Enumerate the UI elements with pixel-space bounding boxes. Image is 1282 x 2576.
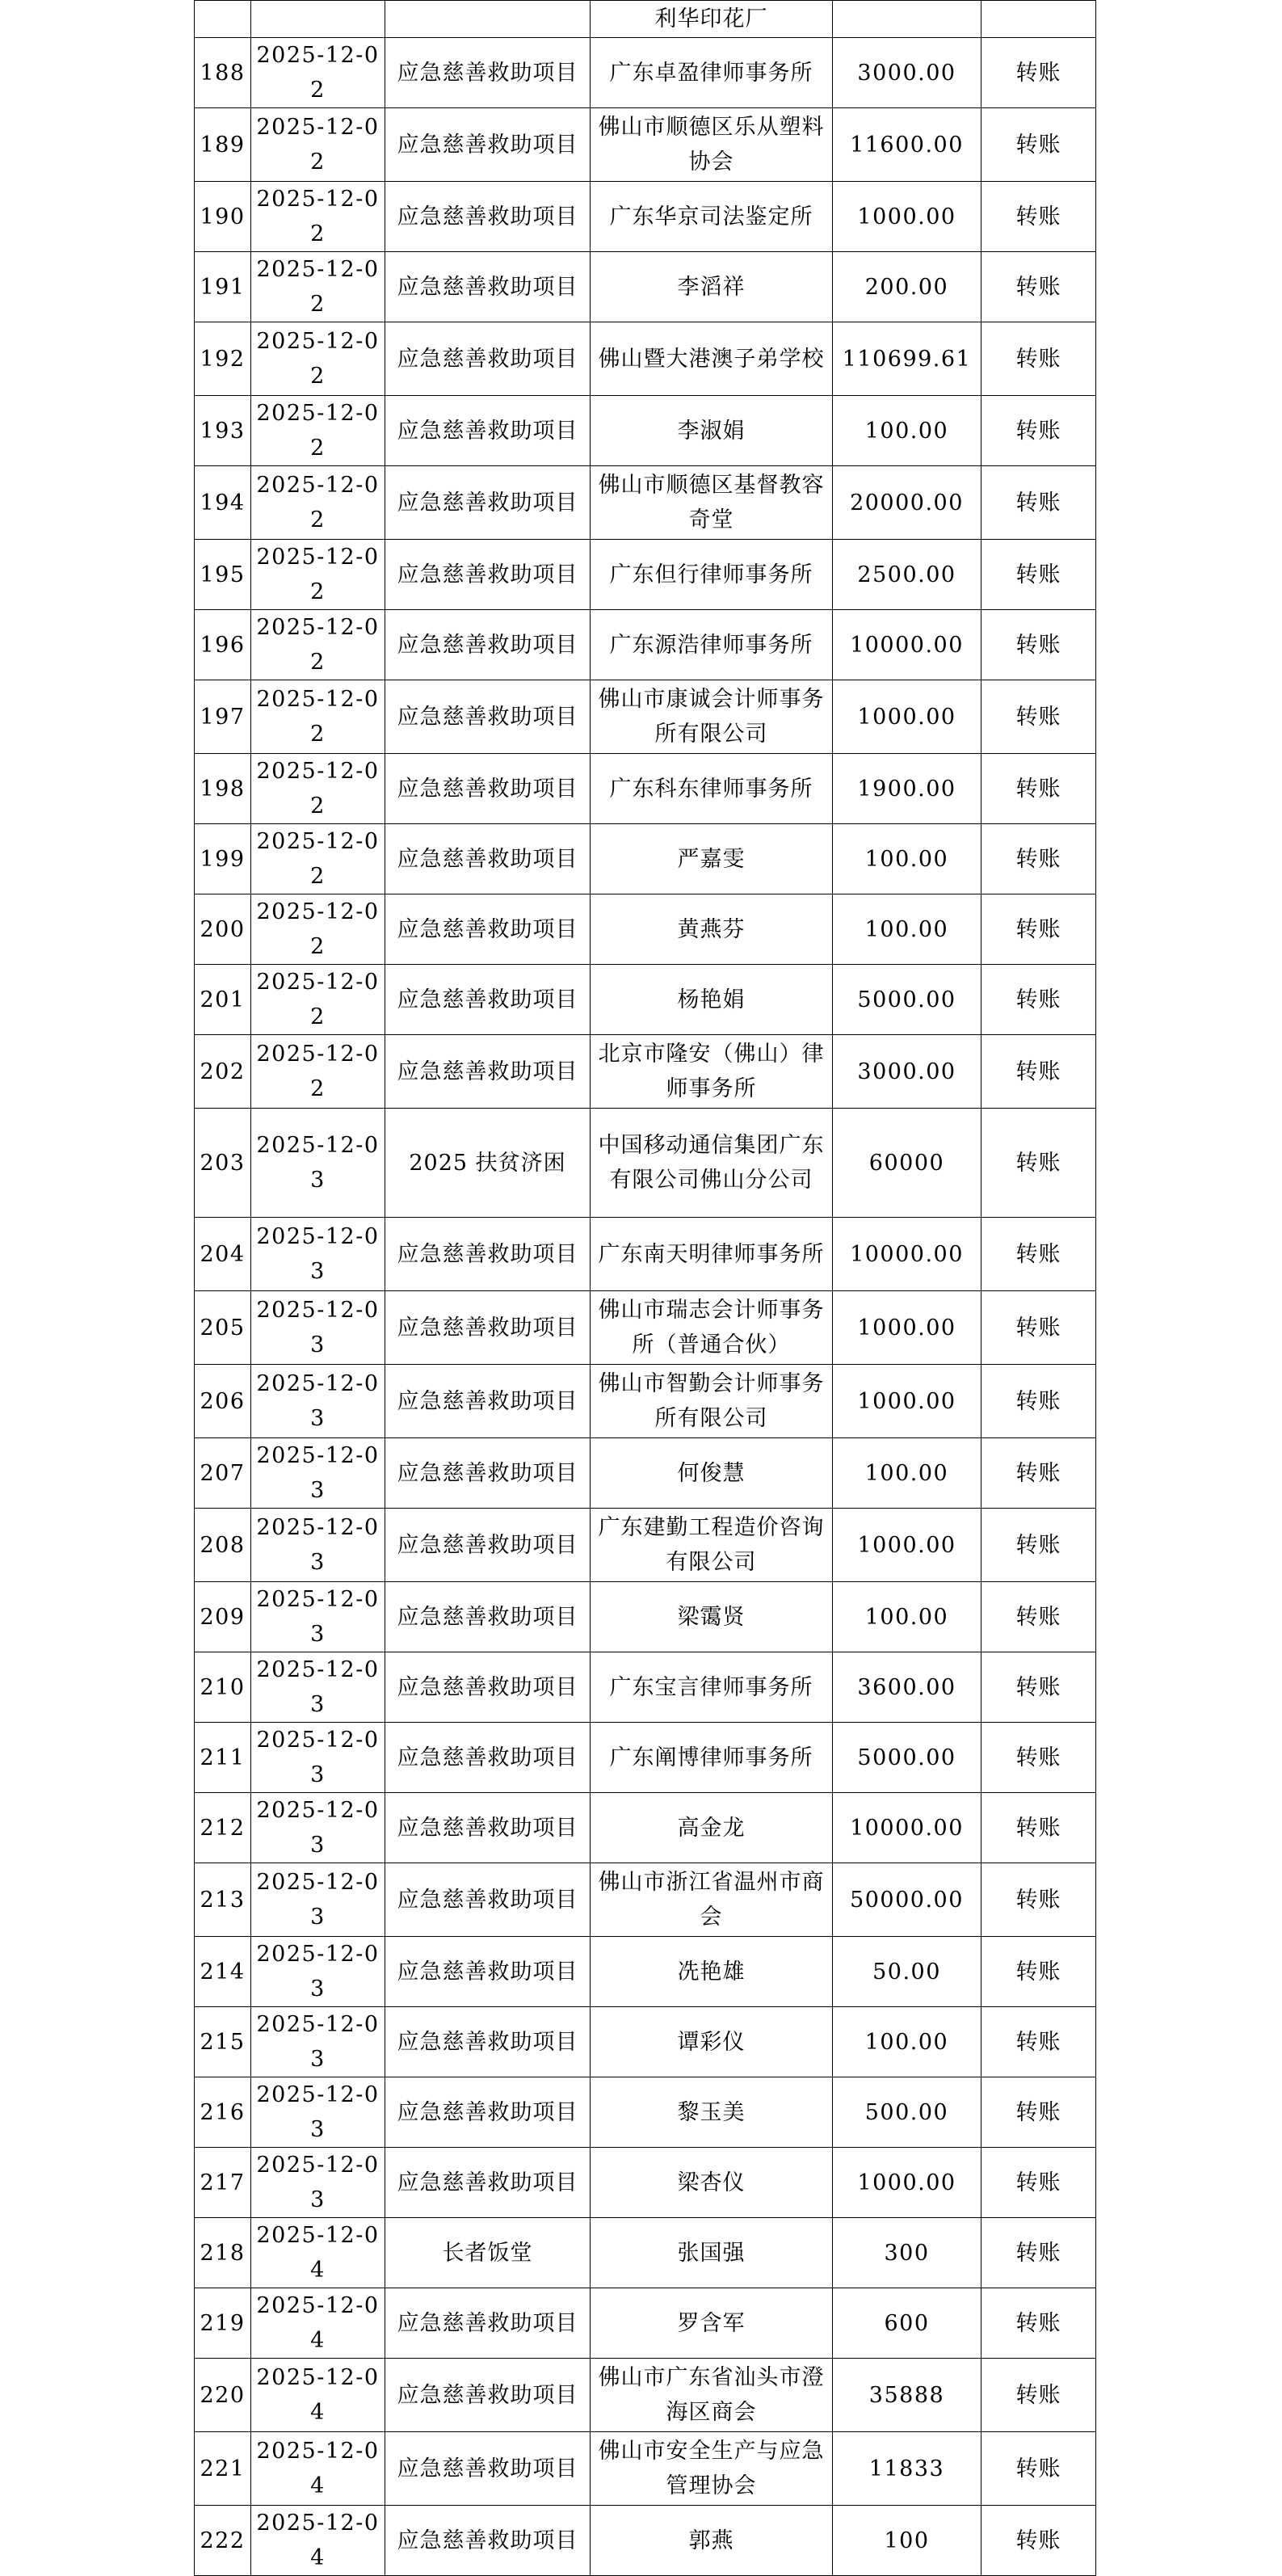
row-number-cell: 222	[195, 2506, 251, 2576]
date-cell: 2025-12-02	[251, 396, 385, 466]
table-row	[195, 965, 1096, 1035]
table-row	[195, 1218, 1096, 1291]
table-row	[195, 1652, 1096, 1723]
payment-method-cell: 转账	[981, 1793, 1096, 1863]
donor-cell: 佛山市顺德区基督教容奇堂	[591, 466, 833, 540]
amount-cell: 1000.00	[833, 1365, 981, 1438]
amount-cell: 1000.00	[833, 2148, 981, 2218]
date-cell: 2025-12-02	[251, 1035, 385, 1109]
row-number-cell: 218	[195, 2218, 251, 2288]
donor-cell: 广东华京司法鉴定所	[591, 182, 833, 252]
donor-cell: 广东源浩律师事务所	[591, 610, 833, 680]
table-row	[195, 2506, 1096, 2576]
donor-cell: 罗含军	[591, 2288, 833, 2359]
donor-cell: 广东宝言律师事务所	[591, 1652, 833, 1723]
project-cell: 应急慈善救助项目	[385, 894, 591, 965]
project-cell: 应急慈善救助项目	[385, 108, 591, 182]
project-cell: 应急慈善救助项目	[385, 1937, 591, 2007]
amount-cell: 200.00	[833, 252, 981, 322]
date-cell: 2025-12-02	[251, 754, 385, 824]
amount-cell: 50.00	[833, 1937, 981, 2007]
project-cell: 应急慈善救助项目	[385, 2077, 591, 2148]
payment-method-cell: 转账	[981, 1438, 1096, 1509]
table-row	[195, 1937, 1096, 2007]
row-number-cell: 193	[195, 396, 251, 466]
date-cell: 2025-12-04	[251, 2288, 385, 2359]
project-cell: 应急慈善救助项目	[385, 824, 591, 894]
table-row	[195, 38, 1096, 108]
row-number-cell: 198	[195, 754, 251, 824]
donor-cell: 广东建勤工程造价咨询有限公司	[591, 1509, 833, 1582]
payment-method-cell: 转账	[981, 1291, 1096, 1365]
project-cell: 应急慈善救助项目	[385, 1035, 591, 1109]
payment-method-cell: 转账	[981, 1582, 1096, 1652]
amount-cell: 50000.00	[833, 1863, 981, 1937]
row-number-cell: 220	[195, 2359, 251, 2432]
amount-cell: 60000	[833, 1109, 981, 1218]
amount-cell	[833, 1, 981, 38]
payment-method-cell: 转账	[981, 2218, 1096, 2288]
table-row	[195, 680, 1096, 754]
date-cell: 2025-12-03	[251, 1291, 385, 1365]
amount-cell: 5000.00	[833, 1723, 981, 1793]
project-cell: 应急慈善救助项目	[385, 1863, 591, 1937]
payment-method-cell: 转账	[981, 824, 1096, 894]
project-cell: 应急慈善救助项目	[385, 1509, 591, 1582]
table-row	[195, 1, 1096, 38]
row-number-cell: 194	[195, 466, 251, 540]
row-number-cell: 213	[195, 1863, 251, 1937]
donor-cell: 严嘉雯	[591, 824, 833, 894]
date-cell: 2025-12-04	[251, 2359, 385, 2432]
amount-cell: 2500.00	[833, 540, 981, 610]
row-number-cell	[195, 1, 251, 38]
project-cell: 应急慈善救助项目	[385, 1582, 591, 1652]
table-row	[195, 610, 1096, 680]
project-cell: 应急慈善救助项目	[385, 2148, 591, 2218]
donor-cell: 广东但行律师事务所	[591, 540, 833, 610]
row-number-cell: 219	[195, 2288, 251, 2359]
amount-cell: 100.00	[833, 894, 981, 965]
donor-cell: 北京市隆安（佛山）律师事务所	[591, 1035, 833, 1109]
table-row	[195, 1793, 1096, 1863]
table-row	[195, 2288, 1096, 2359]
row-number-cell: 208	[195, 1509, 251, 1582]
payment-method-cell: 转账	[981, 1365, 1096, 1438]
payment-method-cell: 转账	[981, 540, 1096, 610]
payment-method-cell: 转账	[981, 2288, 1096, 2359]
project-cell: 应急慈善救助项目	[385, 2359, 591, 2432]
payment-method-cell: 转账	[981, 1109, 1096, 1218]
row-number-cell: 200	[195, 894, 251, 965]
amount-cell: 1000.00	[833, 1509, 981, 1582]
payment-method-cell: 转账	[981, 466, 1096, 540]
payment-method-cell: 转账	[981, 38, 1096, 108]
table-row	[195, 2218, 1096, 2288]
payment-method-cell: 转账	[981, 1652, 1096, 1723]
amount-cell: 10000.00	[833, 1793, 981, 1863]
date-cell: 2025-12-02	[251, 824, 385, 894]
table-row	[195, 894, 1096, 965]
date-cell: 2025-12-03	[251, 1365, 385, 1438]
date-cell: 2025-12-02	[251, 182, 385, 252]
date-cell: 2025-12-02	[251, 965, 385, 1035]
donor-cell: 冼艳雄	[591, 1937, 833, 2007]
project-cell: 应急慈善救助项目	[385, 2007, 591, 2077]
table-row	[195, 2359, 1096, 2432]
row-number-cell: 209	[195, 1582, 251, 1652]
amount-cell: 3000.00	[833, 38, 981, 108]
payment-method-cell: 转账	[981, 1937, 1096, 2007]
date-cell	[251, 1, 385, 38]
table-row	[195, 540, 1096, 610]
amount-cell: 300	[833, 2218, 981, 2288]
donor-cell: 广东科东律师事务所	[591, 754, 833, 824]
project-cell: 应急慈善救助项目	[385, 610, 591, 680]
date-cell: 2025-12-03	[251, 1652, 385, 1723]
amount-cell: 1000.00	[833, 680, 981, 754]
date-cell: 2025-12-02	[251, 466, 385, 540]
date-cell: 2025-12-03	[251, 1723, 385, 1793]
row-number-cell: 203	[195, 1109, 251, 1218]
row-number-cell: 188	[195, 38, 251, 108]
date-cell: 2025-12-03	[251, 1509, 385, 1582]
donor-cell: 梁霭贤	[591, 1582, 833, 1652]
date-cell: 2025-12-04	[251, 2218, 385, 2288]
payment-method-cell: 转账	[981, 680, 1096, 754]
donor-cell: 黄燕芬	[591, 894, 833, 965]
donor-cell: 黎玉美	[591, 2077, 833, 2148]
amount-cell: 600	[833, 2288, 981, 2359]
project-cell: 2025 扶贫济困	[385, 1109, 591, 1218]
payment-method-cell: 转账	[981, 1218, 1096, 1291]
row-number-cell: 214	[195, 1937, 251, 2007]
project-cell	[385, 1, 591, 38]
table-row	[195, 2077, 1096, 2148]
donor-cell: 谭彩仪	[591, 2007, 833, 2077]
row-number-cell: 206	[195, 1365, 251, 1438]
table-row	[195, 182, 1096, 252]
table-row	[195, 1582, 1096, 1652]
payment-method-cell: 转账	[981, 252, 1096, 322]
amount-cell: 35888	[833, 2359, 981, 2432]
project-cell: 应急慈善救助项目	[385, 680, 591, 754]
project-cell: 长者饭堂	[385, 2218, 591, 2288]
amount-cell: 100.00	[833, 1582, 981, 1652]
payment-method-cell: 转账	[981, 1035, 1096, 1109]
row-number-cell: 195	[195, 540, 251, 610]
payment-method-cell: 转账	[981, 2007, 1096, 2077]
donor-cell: 佛山市顺德区乐从塑料协会	[591, 108, 833, 182]
table-row	[195, 466, 1096, 540]
table-row	[195, 108, 1096, 182]
row-number-cell: 212	[195, 1793, 251, 1863]
row-number-cell: 216	[195, 2077, 251, 2148]
donor-cell: 佛山市浙江省温州市商会	[591, 1863, 833, 1937]
project-cell: 应急慈善救助项目	[385, 1365, 591, 1438]
date-cell: 2025-12-03	[251, 1793, 385, 1863]
payment-method-cell	[981, 1, 1096, 38]
payment-method-cell: 转账	[981, 2077, 1096, 2148]
amount-cell: 100.00	[833, 824, 981, 894]
donor-cell: 中国移动通信集团广东有限公司佛山分公司	[591, 1109, 833, 1218]
date-cell: 2025-12-02	[251, 680, 385, 754]
project-cell: 应急慈善救助项目	[385, 1793, 591, 1863]
table-row	[195, 322, 1096, 396]
date-cell: 2025-12-02	[251, 252, 385, 322]
date-cell: 2025-12-03	[251, 2148, 385, 2218]
date-cell: 2025-12-03	[251, 2007, 385, 2077]
donor-cell: 佛山市广东省汕头市澄海区商会	[591, 2359, 833, 2432]
donor-cell: 佛山市康诚会计师事务所有限公司	[591, 680, 833, 754]
project-cell: 应急慈善救助项目	[385, 1723, 591, 1793]
amount-cell: 100.00	[833, 1438, 981, 1509]
row-number-cell: 215	[195, 2007, 251, 2077]
table-row	[195, 2148, 1096, 2218]
row-number-cell: 204	[195, 1218, 251, 1291]
row-number-cell: 199	[195, 824, 251, 894]
payment-method-cell: 转账	[981, 2506, 1096, 2576]
payment-method-cell: 转账	[981, 108, 1096, 182]
project-cell: 应急慈善救助项目	[385, 38, 591, 108]
donor-cell: 利华印花厂	[591, 1, 833, 38]
date-cell: 2025-12-02	[251, 322, 385, 396]
table-row	[195, 1509, 1096, 1582]
payment-method-cell: 转账	[981, 1509, 1096, 1582]
amount-cell: 100	[833, 2506, 981, 2576]
date-cell: 2025-12-02	[251, 38, 385, 108]
project-cell: 应急慈善救助项目	[385, 252, 591, 322]
donor-cell: 佛山市瑞志会计师事务所（普通合伙）	[591, 1291, 833, 1365]
row-number-cell: 192	[195, 322, 251, 396]
project-cell: 应急慈善救助项目	[385, 466, 591, 540]
table-row	[195, 754, 1096, 824]
project-cell: 应急慈善救助项目	[385, 396, 591, 466]
project-cell: 应急慈善救助项目	[385, 1291, 591, 1365]
table-row	[195, 1109, 1096, 1218]
date-cell: 2025-12-02	[251, 540, 385, 610]
payment-method-cell: 转账	[981, 1863, 1096, 1937]
row-number-cell: 190	[195, 182, 251, 252]
date-cell: 2025-12-02	[251, 610, 385, 680]
row-number-cell: 210	[195, 1652, 251, 1723]
amount-cell: 11600.00	[833, 108, 981, 182]
row-number-cell: 202	[195, 1035, 251, 1109]
payment-method-cell: 转账	[981, 2148, 1096, 2218]
project-cell: 应急慈善救助项目	[385, 2288, 591, 2359]
amount-cell: 100.00	[833, 396, 981, 466]
donor-cell: 高金龙	[591, 1793, 833, 1863]
row-number-cell: 205	[195, 1291, 251, 1365]
donor-cell: 李淑娟	[591, 396, 833, 466]
project-cell: 应急慈善救助项目	[385, 322, 591, 396]
project-cell: 应急慈善救助项目	[385, 2432, 591, 2506]
payment-method-cell: 转账	[981, 396, 1096, 466]
table-row	[195, 1723, 1096, 1793]
table-row	[195, 1365, 1096, 1438]
row-number-cell: 221	[195, 2432, 251, 2506]
donor-cell: 李滔祥	[591, 252, 833, 322]
amount-cell: 1900.00	[833, 754, 981, 824]
project-cell: 应急慈善救助项目	[385, 540, 591, 610]
amount-cell: 3000.00	[833, 1035, 981, 1109]
amount-cell: 100.00	[833, 2007, 981, 2077]
payment-method-cell: 转账	[981, 965, 1096, 1035]
table-row	[195, 824, 1096, 894]
date-cell: 2025-12-03	[251, 1218, 385, 1291]
amount-cell: 1000.00	[833, 182, 981, 252]
donor-cell: 杨艳娟	[591, 965, 833, 1035]
donor-cell: 佛山市安全生产与应急管理协会	[591, 2432, 833, 2506]
donor-cell: 何俊慧	[591, 1438, 833, 1509]
payment-method-cell: 转账	[981, 182, 1096, 252]
project-cell: 应急慈善救助项目	[385, 2506, 591, 2576]
amount-cell: 11833	[833, 2432, 981, 2506]
payment-method-cell: 转账	[981, 2432, 1096, 2506]
payment-method-cell: 转账	[981, 754, 1096, 824]
payment-method-cell: 转账	[981, 1723, 1096, 1793]
donor-cell: 梁杏仪	[591, 2148, 833, 2218]
donor-cell: 广东南天明律师事务所	[591, 1218, 833, 1291]
project-cell: 应急慈善救助项目	[385, 1652, 591, 1723]
table-row	[195, 1438, 1096, 1509]
row-number-cell: 201	[195, 965, 251, 1035]
donor-cell: 广东阐博律师事务所	[591, 1723, 833, 1793]
project-cell: 应急慈善救助项目	[385, 182, 591, 252]
amount-cell: 20000.00	[833, 466, 981, 540]
date-cell: 2025-12-04	[251, 2432, 385, 2506]
row-number-cell: 207	[195, 1438, 251, 1509]
payment-method-cell: 转账	[981, 322, 1096, 396]
donor-cell: 郭燕	[591, 2506, 833, 2576]
donor-cell: 广东卓盈律师事务所	[591, 38, 833, 108]
row-number-cell: 217	[195, 2148, 251, 2218]
amount-cell: 110699.61	[833, 322, 981, 396]
donation-table	[194, 0, 1096, 2576]
table-row	[195, 1035, 1096, 1109]
amount-cell: 3600.00	[833, 1652, 981, 1723]
date-cell: 2025-12-03	[251, 1582, 385, 1652]
table-row	[195, 1291, 1096, 1365]
payment-method-cell: 转账	[981, 894, 1096, 965]
donor-cell: 张国强	[591, 2218, 833, 2288]
row-number-cell: 211	[195, 1723, 251, 1793]
amount-cell: 5000.00	[833, 965, 981, 1035]
date-cell: 2025-12-02	[251, 894, 385, 965]
row-number-cell: 196	[195, 610, 251, 680]
amount-cell: 10000.00	[833, 1218, 981, 1291]
table-row	[195, 2432, 1096, 2506]
amount-cell: 500.00	[833, 2077, 981, 2148]
payment-method-cell: 转账	[981, 610, 1096, 680]
donor-cell: 佛山市智勤会计师事务所有限公司	[591, 1365, 833, 1438]
row-number-cell: 197	[195, 680, 251, 754]
table-row	[195, 252, 1096, 322]
project-cell: 应急慈善救助项目	[385, 965, 591, 1035]
date-cell: 2025-12-03	[251, 1937, 385, 2007]
row-number-cell: 189	[195, 108, 251, 182]
date-cell: 2025-12-02	[251, 108, 385, 182]
donor-cell: 佛山暨大港澳子弟学校	[591, 322, 833, 396]
amount-cell: 1000.00	[833, 1291, 981, 1365]
date-cell: 2025-12-03	[251, 1863, 385, 1937]
row-number-cell: 191	[195, 252, 251, 322]
project-cell: 应急慈善救助项目	[385, 1218, 591, 1291]
project-cell: 应急慈善救助项目	[385, 1438, 591, 1509]
date-cell: 2025-12-03	[251, 1438, 385, 1509]
date-cell: 2025-12-03	[251, 1109, 385, 1218]
date-cell: 2025-12-04	[251, 2506, 385, 2576]
table-row	[195, 2007, 1096, 2077]
date-cell: 2025-12-03	[251, 2077, 385, 2148]
project-cell: 应急慈善救助项目	[385, 754, 591, 824]
payment-method-cell: 转账	[981, 2359, 1096, 2432]
amount-cell: 10000.00	[833, 610, 981, 680]
donation-table-body	[195, 1, 1096, 2576]
table-row	[195, 396, 1096, 466]
table-row	[195, 1863, 1096, 1937]
